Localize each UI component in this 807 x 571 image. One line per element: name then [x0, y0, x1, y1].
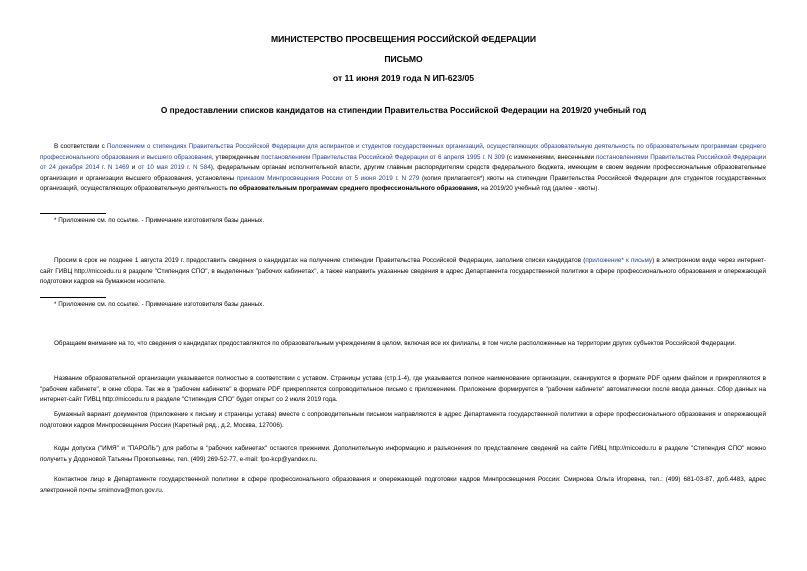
p4-text: Название образовательной организации указывается полностью в соответствии с уставом. Страницы устава (стр.1-4), где указывается полное наименование организации, сканируются в формате PDF одним файлом и прикрепляются в "рабочем кабинете", в окне сбора. Так же в "рабочем кабинете" в формате PDF прикрепляется сопроводительное письмо с приложением. Приложение формируется в "рабочем кабинете" автоматически после ввода данных. Сбор данных на интернет-сайт ГИВЦ http://miccedu.ru в разделе "Стипендия СПО" будет открыт со 2 июля 2019 года. — [40, 375, 766, 404]
paragraph-7 — [40, 475, 766, 496]
p1-text-2: , утвержденным — [211, 153, 262, 161]
ministry-heading: МИНИСТЕРСТВО ПРОСВЕЩЕНИЯ РОССИЙСКОЙ ФЕДЕРАЦИИ — [270, 34, 537, 44]
document-type: ПИСЬМО — [384, 54, 423, 64]
link-order-279[interactable]: приказом Минпросвещения России от 5 июня 2019 г. N 279 — [236, 174, 420, 182]
p1-text-4: и — [129, 164, 138, 172]
p7-text: Контактное лицо в Департаменте государственной политики в сфере профессионального образования и опережающей подготовки кадров Минпросвещения России: Смирнова Ольга Игоревна, тел.: (499) 681-03-87, доб.4483, адрес электронной почты smirnova@mon.gov.ru. — [40, 476, 766, 494]
p1-text-7: на 2019/20 учебный год (далее - квоты). — [479, 185, 600, 193]
p1-text-1: В соответствии с — [54, 143, 107, 150]
p1-text-5: ), федеральным органам исполнительной власти, другим главным распорядителям средств федерального бюджета, имеющим в своем ведении профессиональные образовательные организации и организации высшего образования, установлены — [40, 164, 766, 182]
link-decree-584[interactable]: от 10 мая 2019 г. N 584 — [137, 164, 211, 172]
p6-text: Коды допуска ("ИМЯ" и "ПАРОЛЬ") для работы в "рабочих кабинетах" остаются прежними. Дополнительную информацию и разъяснения по представление сведений на сайте ГИВЦ http://miccedu.ru в разделе "Стипендия СПО" можно получить у Додоновой Татьяны Прокопьевны, тел. (499) 269-52-77, e-mail: fpo-kcp@yandex.ru. — [40, 445, 766, 463]
footnote-2: * Приложение см. по ссылке. - Примечание изготовителя базы данных. — [54, 301, 265, 308]
footnote-divider-2 — [40, 297, 106, 298]
paragraph-6 — [40, 444, 766, 465]
p2-text-2: ) в электронном виде через интернет-сайт ГИВЦ http://miccedu.ru в разделе "Стипендия СПО", в выделенных "рабочих кабинетах", а также направить указанные сведения в адрес Департамента государственной политики в сфере профессионального образования и опережающей подготовки кадров на бумажном носителе. — [40, 257, 766, 286]
p5-text: Бумажный вариант документов (приложение к письму и страницы устава) вместе с сопроводительным письмом направляются в адрес Департамента государственной политики в сфере профессионального образования и опережающей подготовки кадров Минпросвещения России (Каретный ряд., д.2, Москва, 127006). — [40, 411, 766, 429]
p1-bold-text: по образовательным программам среднего профессионального образования, — [229, 185, 480, 193]
paragraph-1 — [40, 142, 766, 195]
footnote-divider-1 — [40, 213, 106, 214]
p3-text: Обращаем внимание на то, что сведения о кандидатах предоставляются по образовательным учреждениям в целом, включая все их филиалы, в том числе расположенные на территории других субъектов Российской Федерации. — [54, 340, 736, 347]
document-subject: О предоставлении списков кандидатов на стипендии Правительства Российской Федерации на 2019/20 учебный год — [160, 105, 647, 115]
link-decree-1469[interactable]: постановлениями Правительства Российской Федерации от 24 декабря 2014 г. N 1469 — [40, 153, 766, 172]
p1-text-3: (с изменениями, внесенными — [504, 153, 596, 161]
p2-text-1: Просим в срок не позднее 1 августа 2019 г. предоставить сведения о кандидатах на получение стипендии Правительства Российской Федерации, заполнив списки кандидатов ( — [54, 257, 586, 264]
paragraph-5 — [40, 410, 766, 431]
paragraph-2 — [40, 256, 766, 288]
paragraph-3 — [40, 339, 766, 350]
footnote-1: * Приложение см. по ссылке. - Примечание изготовителя базы данных. — [54, 217, 265, 224]
link-regulation-stipends[interactable]: Положением о стипендиях Правительства Российской Федерации для аспирантов и студентов государственных организаций, осуществляющих образовательную деятельность по образовательным программам среднего профессионального образования и высшего образования — [40, 143, 766, 161]
document-date-number: от 11 июня 2019 года N ИП-623/05 — [332, 73, 475, 83]
link-decree-309[interactable]: постановлением Правительства Российской Федерации от 6 апреля 1995 г. N 309 — [261, 153, 505, 161]
paragraph-4 — [40, 374, 766, 406]
p1-text-6: (копия прилагается*) квоты на стипендии Правительства Российской Федерации для студентов государственных организаций, осуществляющих образовательную деятельность — [40, 174, 767, 193]
link-appendix[interactable]: приложение* к письму — [585, 257, 653, 264]
